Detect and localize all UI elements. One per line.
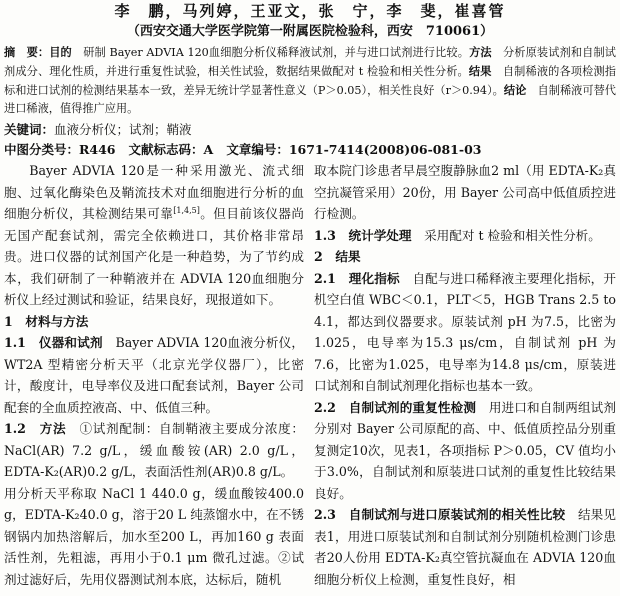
intro-text-1: Bayer ADVIA 120是一种采用激光、流式细胞、过氧化酶染色及鞘流技术对血细胞进行分析的血细胞分析仪，其检测结果可靠 bbox=[4, 163, 304, 221]
keywords bbox=[4, 120, 616, 140]
section-2-3-title: 2.3 自制试剂与进口原装试剂的相关性比较 bbox=[314, 507, 578, 522]
section-2-1 bbox=[314, 268, 616, 397]
objective-label: 目的 bbox=[49, 45, 84, 59]
section-2-heading: 2 结果 bbox=[314, 249, 361, 264]
abstract bbox=[4, 43, 616, 118]
article-meta bbox=[4, 140, 616, 160]
section-1-2-cont: 用分析天平称取 NaCl 1 440.0 g，缓血酸铵400.0 g，EDTA-K₂40.0 g，溶于20 L 纯蒸馏水中，在不锈钢锅内加热溶解后，加水至200 L，再加160 g 表面活性剂，先粗滤，再用小于0.1 μm 微孔过滤。②试剂过滤好后，先用仪器测试剂本底，达标后，随机 bbox=[4, 485, 304, 587]
result-label: 结果 bbox=[468, 64, 503, 78]
section-2-2-title: 2.2 自制试剂的重复性检测 bbox=[314, 399, 489, 415]
section-2-1-title: 2.1 理化指标 bbox=[314, 270, 413, 286]
section-1-2-title: 1.2 方法 bbox=[4, 421, 80, 436]
section-2-3 bbox=[314, 504, 616, 590]
conclusion-label: 结论 bbox=[503, 83, 538, 97]
section-1-1-text: Bayer ADVIA 120血液分析仪，WT2A 型精密分析天平（北京光学仪器厂），比密计，酸度计，电导率仪及进口配套试剂，Bayer 公司配套的全血质控液高、中、低值三种。 bbox=[4, 335, 304, 415]
right-column bbox=[314, 160, 616, 596]
section-2-1-text: 自配与进口稀释液主要理化指标，开机空白值 WBC＜0.1，PLT＜5，HGB Trans 2.5 to 4.1，都达到仪器要求。原装试剂 pH 为7.5，比密为1.025，电导率为15.3 μs/cm，自制试剂 pH 为7.6，比密为1.025，电导率为14.8 μs/cm，原装进口试剂和自制试剂理化指标也基本一致。 bbox=[314, 270, 616, 393]
intro-text-2: 。但目前该仪器尚无国产配套试剂，需完全依赖进口，其价格非常昂贵。进口仪器的试剂国产化是一种趋势，为了节约成本，我们研制了一种鞘液并在 ADVIA 120血细胞分析仪上经过测试和验证，结果良好，现报道如下。 bbox=[4, 206, 304, 307]
affiliation: （西安交通大学医学院第一附属医院检验科，西安 710061） bbox=[126, 24, 494, 39]
section-2-3-text: 结果见表1，用进口原装试剂和自制试剂分别随机检测门诊患者20人份用 EDTA-K₂真空管抗凝血在 ADVIA 120血细胞分析仪上检测，重复性良好，相 bbox=[314, 507, 616, 587]
section-1-2 bbox=[4, 418, 304, 483]
section-1-1 bbox=[4, 332, 304, 418]
section-1-3-title: 1.3 统计学处理 bbox=[314, 227, 425, 243]
objective-text: 研制 Bayer ADVIA 120血细胞分析仪稀释液试剂，并与进口试剂进行比较。 bbox=[83, 46, 470, 59]
intro-paragraph bbox=[4, 160, 304, 311]
abstract-label: 摘 要： bbox=[4, 45, 50, 59]
intro-reference: [1,4,5] bbox=[173, 205, 200, 215]
section-2-2-text: 用进口和自制两组试剂分别对 Bayer 公司原配的高、中、低值质控品分别重复测定10次，见表1，各项指标 P＞0.05，CV 值均小于3.0%，自制试剂和原装进口试剂的重复性比较结果良好。 bbox=[314, 399, 616, 501]
section-1-3-text: 采用配对 t 检验和相关性分析。 bbox=[424, 227, 601, 243]
left-column bbox=[4, 160, 304, 596]
method-text: 分析原装试剂和自制试剂成分、理化性质，并进行重复性试验，相关性试验，数据结果做配对 t 检验和相关性分析。 bbox=[4, 46, 616, 78]
method-label: 方法 bbox=[469, 45, 503, 59]
doc-code: 文献标志码：A bbox=[128, 142, 214, 157]
article-id: 文章编号：1671-7414(2008)06-081-03 bbox=[226, 142, 482, 157]
section-1-3 bbox=[314, 225, 616, 247]
section-1-1-title: 1.1 仪器和试剂 bbox=[4, 335, 116, 350]
keywords-label: 关键词： bbox=[4, 122, 55, 137]
conclusion-text: 自制稀液可替代进口稀液，值得推广应用。 bbox=[4, 84, 616, 115]
author-list: 李 鹏，马列婷，王亚文，张 宁，李 斐，崔喜管 bbox=[114, 2, 506, 20]
result-text: 自制稀液的各项检测指标和进口试剂的检测结果基本一致，差异无统计学显著性意义（P＞0.05），相关性良好（r＞0.94）。 bbox=[4, 65, 616, 97]
section-1-heading: 1 材料与方法 bbox=[4, 313, 89, 329]
section-1-2-text-1: ①试剂配制：自制鞘液主要成分浓度：NaCl(AR) 7.2 g/L，缓血酸铵(AR) 2.0 g/L，EDTA-K₂(AR)0.2 g/L，表面活性剂(AR)0.8 g/L。 bbox=[4, 421, 304, 479]
clc-number: 中图分类号：R446 bbox=[4, 142, 116, 157]
keywords-text: 血液分析仪；试剂；鞘液 bbox=[54, 122, 192, 137]
section-2-2 bbox=[314, 397, 616, 505]
sampling-paragraph: 取本院门诊患者早晨空腹静脉血2 ml（用 EDTA-K₂真空抗凝管采用）20份，用 Bayer 公司高中低值质控进行检测。 bbox=[314, 163, 616, 221]
